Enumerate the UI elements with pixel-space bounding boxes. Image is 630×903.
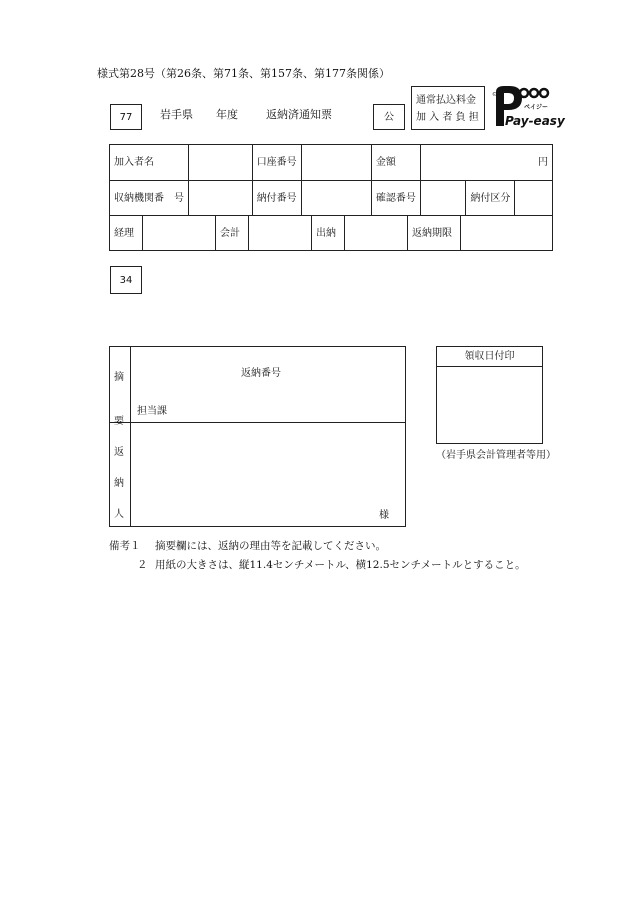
payment-number-value <box>301 181 371 216</box>
code-box-77 <box>110 104 142 130</box>
honorific-sama: 様 <box>379 510 389 521</box>
summary-divider-vertical <box>130 347 131 526</box>
deadline-value <box>461 216 553 251</box>
payeasy-text: Pay-easy <box>505 114 565 128</box>
public-mark-box <box>373 104 405 130</box>
form-caption: 様式第28号（第26条、第71条、第157条、第177条関係） <box>97 67 390 80</box>
payeasy-logo <box>488 82 565 132</box>
account-number-label: 口座番号 <box>252 145 301 181</box>
code-34: 34 <box>119 275 133 286</box>
payer-label: 返納人 <box>114 447 124 520</box>
grid-row-1 <box>110 145 553 181</box>
prefecture-name: 岩手県 <box>160 108 193 121</box>
receipt-stamp-title: 領収日付印 <box>464 351 515 362</box>
grid-row-2 <box>110 181 553 216</box>
remarks-line-1: 摘要欄には、返納の理由等を記載してください。 <box>155 540 386 552</box>
fee-note-box <box>411 86 485 130</box>
institution-number-label: 収納機関番 号 <box>110 181 189 216</box>
remarks-label: 備考１ <box>109 540 141 552</box>
receipt-stamp-box <box>436 346 543 444</box>
summary-payer-box <box>109 346 406 527</box>
accounting-value <box>143 216 216 251</box>
confirm-number-value <box>420 181 465 216</box>
subscriber-name-value <box>189 145 253 181</box>
amount-label: 金額 <box>371 145 420 181</box>
code-77: 77 <box>119 112 133 123</box>
accounting-label: 経理 <box>110 216 143 251</box>
refund-number-label: 返納番号 <box>241 368 281 379</box>
institution-number-value <box>189 181 253 216</box>
payeasy-kana: ペイジー <box>524 104 549 111</box>
form-title: 返納済通知票 <box>266 108 332 121</box>
summary-label: 摘要 <box>114 372 124 427</box>
receipt-stamp-note: （岩手県会計管理者等用） <box>436 450 556 461</box>
fee-note-line1: 通常払込料金 <box>416 95 476 106</box>
code-box-34 <box>110 266 142 294</box>
account-label: 会計 <box>216 216 249 251</box>
disbursement-label: 出納 <box>312 216 345 251</box>
svg-text:©: © <box>492 92 497 98</box>
fiscal-year-label: 年度 <box>216 108 238 121</box>
summary-divider-horizontal <box>110 422 405 423</box>
info-grid-row-3 <box>109 215 553 251</box>
subscriber-name-label: 加入者名 <box>110 145 189 181</box>
deadline-label: 返納期限 <box>408 216 461 251</box>
confirm-number-label: 確認番号 <box>371 181 420 216</box>
remarks-line-2: 用紙の大きさは、縦11.4センチメートル、横12.5センチメートルとすること。 <box>155 559 526 571</box>
info-grid <box>109 144 553 216</box>
payment-number-label: 納付番号 <box>252 181 301 216</box>
remarks-num-2: ２ <box>137 559 148 571</box>
disbursement-value <box>345 216 408 251</box>
department-label: 担当課 <box>137 406 167 417</box>
payment-category-value <box>515 181 553 216</box>
payment-category-label: 納付区分 <box>466 181 515 216</box>
fee-note-line2: 加 入 者 負 担 <box>416 112 479 123</box>
receipt-stamp-divider <box>437 366 542 367</box>
account-number-value <box>301 145 371 181</box>
public-mark: 公 <box>384 112 394 123</box>
account-value <box>249 216 312 251</box>
amount-value: 円 <box>420 145 552 181</box>
